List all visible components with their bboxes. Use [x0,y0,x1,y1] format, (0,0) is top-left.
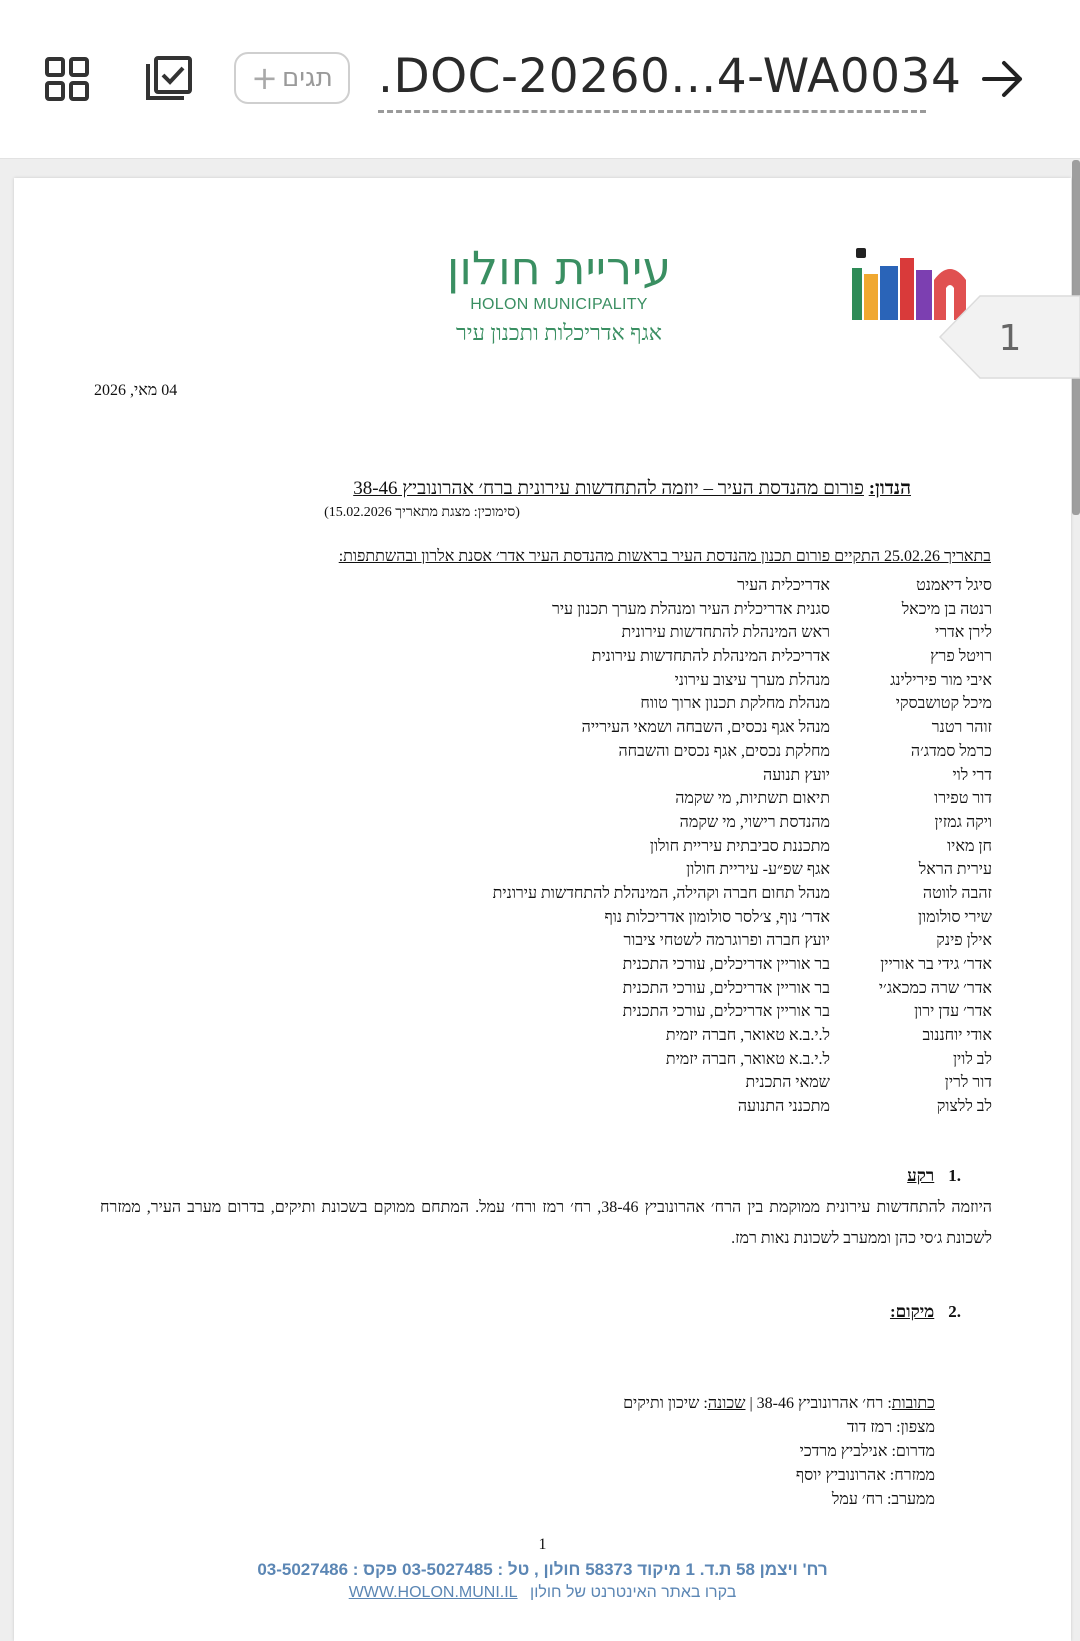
participant-role: יועץ תנועה [763,766,830,784]
participant-row [134,1000,992,1024]
participant-name: ויקה גמזין [934,813,992,831]
participant-role: מהנדסת רישוי, מי שקמה [679,813,830,831]
tags-label: תגים [281,63,333,93]
participant-role: שמאי התכנית [745,1074,830,1092]
participant-role: בר אוריין אדריכלים, עורכי התכנית [622,956,830,973]
participant-role: סגנית אדריכלית העיר ומנהלת מערך תכנון עיר [551,600,830,618]
meeting-intro: בתאריך 25.02.26 התקיים פורום תכנון מהנדסת העיר בראשות מהנדסת העיר אדר׳ אסנת אלרון ובהשתתפות: [338,548,991,565]
participant-role: אדריכלית המינהלת להתחדשות עירונית [591,648,830,666]
participant-role: ל.י.ב.א טאואר, חברה יזמית [665,1050,830,1068]
participant-name: איבי מור פירילינג [890,671,992,689]
document-page [14,178,1071,1641]
top-toolbar [0,0,1080,159]
section-title: מיקום: [889,1302,935,1321]
participant-row [134,811,992,835]
participant-name: אדר׳ שרה כמכאג׳י [878,979,992,997]
participant-role: מנהל תחום חברה וקהילה, המינהלת להתחדשות עירונית [492,884,830,902]
address-label: כתובות [891,1395,935,1412]
participant-name: רנטה בן מיכאל [901,600,992,618]
participant-role: מתכננת סביבתית עיריית חולון [649,837,830,855]
participant-name: חן מאיו [947,837,992,855]
address-value: : רח׳ אהרונוביץ 38-46 | [749,1395,892,1412]
participant-role: מנהלת מחלקת תכנון ארוך טווח [640,695,830,713]
participant-name: זוהר רטנר [931,719,992,737]
participant-role: בר אוריין אדריכלים, עורכי התכנית [622,1003,830,1021]
subject-text: פורום מהנדסת העיר – יוזמה להתחדשות עירונית ברח׳ אהרונוביץ 38-46 [353,478,864,499]
participant-row [134,929,992,953]
neighborhood-label: שכונה [707,1395,746,1412]
page-number: 1 [538,1536,547,1553]
participant-name: אילן פינק [936,932,992,950]
participant-name: סיגל דיאמנט [916,577,992,594]
grid-view-icon [45,57,89,101]
municipality-name-english: HOLON MUNICIPALITY [470,296,648,313]
participant-row [134,621,992,645]
subject-label: הנדון: [868,478,911,499]
participant-name: אדר׳ גידי בר אוריין [880,956,992,973]
participant-name: אדר׳ עדן ירון [914,1003,992,1021]
participant-role: אדר׳ נוף, צ׳לסר סולומון אדריכלות נוף [604,908,830,926]
select-check-icon [144,56,194,102]
participant-row [134,1095,992,1119]
municipality-name-hebrew: עיריית חולון [446,241,672,295]
participant-role: בר אוריין אדריכלים, עורכי התכנית [622,979,830,997]
participant-row [134,598,992,622]
participant-name: רויטל פרץ [930,648,992,666]
footer-web-link[interactable]: WWW.HOLON.MUNI.IL [348,1584,518,1601]
border-row: מצפון: רמז דוד [846,1419,935,1436]
participant-row [134,835,992,859]
participant-row [134,669,992,693]
border-row: ממזרח: אהרונוביץ יוסף [795,1467,935,1484]
section-title: רקע [907,1166,935,1185]
participant-row [134,1024,992,1048]
department-name: אגף אדריכלות ותכנון עיר [455,320,663,345]
participant-name: דור טפירו [934,790,992,808]
participant-row [134,977,992,1001]
participant-name: אודי יוחננוב [922,1027,992,1045]
border-row: ממערב: רח׳ עמל [831,1491,935,1508]
participant-role: מתכנני התנועה [737,1098,830,1116]
footer-website [14,1584,1071,1602]
participant-name: שירי סולומון [917,908,992,926]
participant-role: אגף שפ״ע- עיריית חולון [686,861,830,879]
address-row [435,1392,935,1416]
subject-line [164,477,911,501]
footer-address: רח' ויצמן 58 ת.ד. 1 מיקוד 58373 חולון , טל : 03-5027485 פקס : 03-5027486 [257,1560,828,1579]
participant-role: מנהל אגף נכסים, השבחה ושמאי העירייה [581,719,830,737]
participant-name: דרי לוי [952,766,992,784]
tags-button[interactable] [234,52,350,104]
participant-role: תיאום תשתיות, מי שקמה [675,790,830,808]
participants-list [134,574,992,1119]
grid-view-button[interactable] [40,52,94,106]
participant-row [134,692,992,716]
plus-icon: + [251,59,278,97]
participant-row [134,882,992,906]
participant-name: עירית הראל [918,861,992,879]
participant-name: כרמל סמדג׳ה [910,742,992,760]
participant-role: מנהלת מערך עיצוב עירוני [674,671,830,689]
participant-name: לב ללצוק [936,1098,992,1116]
participant-row [134,858,992,882]
participant-role: אדריכלית העיר [737,577,830,594]
participant-row [134,645,992,669]
participant-name: מיכל קטושבסקי [895,695,992,713]
participant-name: זהבה לווטה [922,884,992,902]
participant-role: ראש המינהלת להתחדשות עירונית [621,624,830,642]
participant-row [134,716,992,740]
footer-web-prefix: בקרו באתר האינטרנט של חולון [530,1584,737,1601]
participant-role: מחלקת נכסים, אגף נכסים והשבחה [618,742,830,760]
participant-row [134,1071,992,1095]
participant-name: דור לרין [944,1074,992,1092]
page-indicator-number: 1 [998,318,1022,359]
section-background-title [907,1166,961,1186]
section-number: .2 [948,1302,961,1321]
letter-date: 04 מאי, 2026 [94,382,178,399]
section-background-text: היוזמה להתחדשות עירונית ממוקמת בין הרח׳ אהרונוביץ 38-46, רח׳ רמז ורח׳ עמל. המתחם ממוקם בשכונת ותיקים, בדרום מערב העיר, ממזרח לשכונת ג׳סי כהן וממערב לשכונת נאות רמז. [100,1199,993,1247]
subject-reference: (סימוכין: מצגת מתאריך 15.02.2026) [324,505,520,520]
forward-button[interactable] [974,50,1032,108]
document-title[interactable]: .DOC-20260...4-WA0034 [378,44,926,113]
section-number: .1 [948,1166,961,1185]
participant-row [134,1048,992,1072]
border-row: מדרום: אנילביץ מרדכי [799,1443,935,1460]
participant-row [134,787,992,811]
participant-row [134,953,992,977]
participant-row [134,740,992,764]
participant-row [134,574,992,598]
participant-role: יועץ חברה ופרוגרמה לשטחי ציבור [623,932,830,950]
participant-name: לירן אדרי [935,624,992,642]
participant-role: ל.י.ב.א טאואר, חברה יזמית [665,1027,830,1045]
participant-row [134,906,992,930]
neighborhood-value: : שיכון ותיקים [623,1395,708,1412]
arrow-right-icon [980,56,1026,102]
location-details [435,1392,935,1512]
participant-row [134,764,992,788]
section-location-title [890,1302,961,1322]
participant-name: לב לוין [952,1050,992,1068]
select-pages-button[interactable] [138,52,200,106]
